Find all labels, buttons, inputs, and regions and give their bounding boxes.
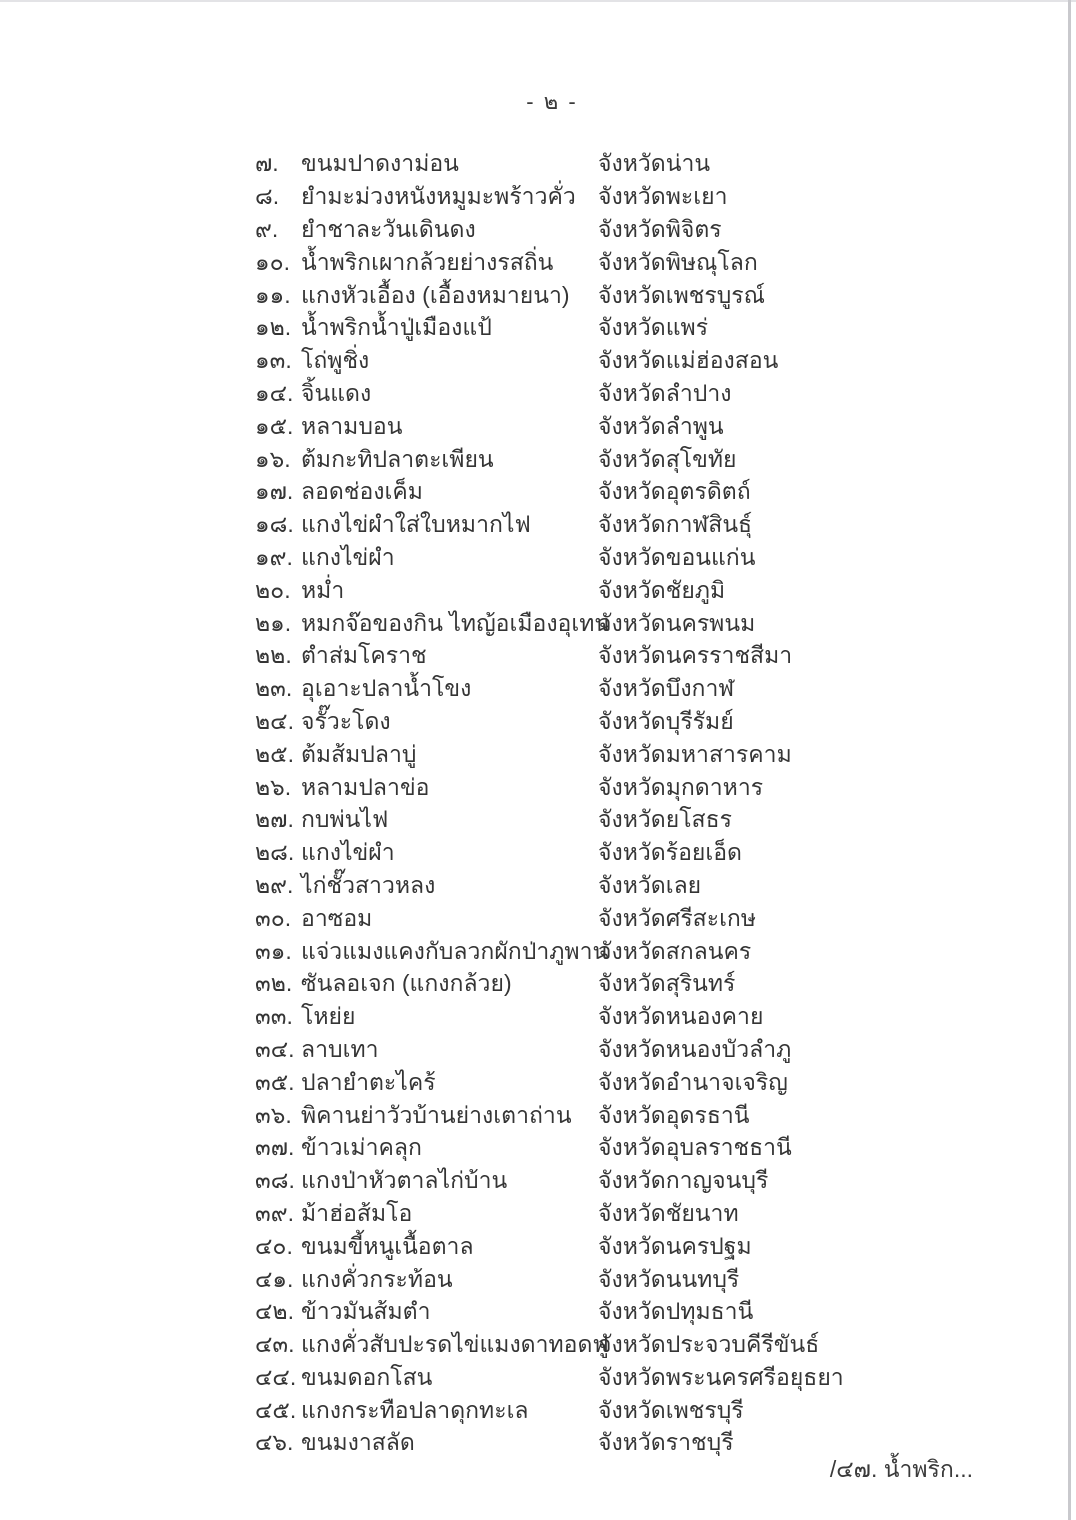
- item-number: ๔๐.: [255, 1232, 293, 1259]
- item-province: จังหวัดอุบลราชธานี: [598, 1134, 792, 1161]
- item-name: ลอดช่องเค็ม: [301, 478, 423, 505]
- item-province: จังหวัดมุกดาหาร: [598, 773, 764, 800]
- item-province: จังหวัดราชบุรี: [598, 1429, 734, 1456]
- item-province: จังหวัดชัยภูมิ: [598, 576, 726, 603]
- item-province: จังหวัดน่าน: [598, 150, 711, 177]
- item-number: ๒๑.: [255, 609, 292, 636]
- list-item: [255, 902, 844, 935]
- list-item: [255, 1198, 844, 1231]
- list-item: [255, 312, 844, 345]
- item-number: ๒๖.: [255, 773, 292, 800]
- item-name: น้ำพริกน้ำปู่เมืองแป้: [301, 314, 492, 341]
- list-item: [255, 1329, 844, 1362]
- list-item: [255, 1230, 844, 1263]
- item-number: ๒๐.: [255, 576, 291, 603]
- item-name: แกงหัวเอื้อง (เอื้องหมายนา): [301, 281, 570, 308]
- item-number: ๒๕.: [255, 740, 294, 767]
- item-name: แกงไข่ผำ: [301, 543, 395, 570]
- item-number: ๓๖.: [255, 1101, 292, 1128]
- item-name: แกงคั่วกระท้อน: [301, 1265, 453, 1292]
- item-number: ๒๒.: [255, 642, 292, 669]
- item-province: จังหวัดแม่ฮ่องสอน: [598, 347, 779, 374]
- item-number: ๓๙.: [255, 1199, 294, 1226]
- item-name: แกงไข่ผำใส่ใบหมากไฟ: [301, 511, 531, 538]
- item-name: ต้มส้มปลาบู่: [301, 740, 417, 767]
- item-province: จังหวัดพระนครศรีอยุธยา: [598, 1363, 844, 1390]
- item-province: จังหวัดลำพูน: [598, 412, 724, 439]
- continuation-note: /๔๗. น้ำพริก...: [829, 1456, 973, 1482]
- list-item: [255, 968, 844, 1001]
- item-number: ๒๓.: [255, 675, 293, 702]
- item-name: อาซอม: [301, 904, 373, 931]
- item-name: โหย่ย: [301, 1003, 356, 1030]
- list-item: [255, 443, 844, 476]
- item-name: หลามบอน: [301, 412, 403, 439]
- item-province: จังหวัดนครราชสีมา: [598, 642, 793, 669]
- page-edge-right: [1068, 0, 1071, 1520]
- item-number: ๔๒.: [255, 1298, 294, 1325]
- list-item: [255, 246, 844, 279]
- list-item: [255, 673, 844, 706]
- item-number: ๑๕.: [255, 412, 294, 439]
- list-item: [255, 1296, 844, 1329]
- item-name: แกงคั่วสับปะรดไข่แมงดาทอดฟู: [301, 1331, 609, 1358]
- item-number: ๓๕.: [255, 1068, 295, 1095]
- item-number: ๑๒.: [255, 314, 292, 341]
- item-number: ๔๑.: [255, 1265, 294, 1292]
- item-province: จังหวัดมหาสารคาม: [598, 740, 792, 767]
- item-number: ๓๘.: [255, 1167, 295, 1194]
- item-name: ยำมะม่วงหนังหมูมะพร้าวคั่ว: [301, 183, 576, 210]
- item-number: ๑๗.: [255, 478, 294, 505]
- item-number: ๓๗.: [255, 1134, 295, 1161]
- item-name: ซันลอเจก (แกงกล้วย): [301, 970, 512, 997]
- item-province: จังหวัดสุรินทร์: [598, 970, 736, 997]
- item-name: แจ่วแมงแคงกับลวกผักป่าภูพาน: [301, 937, 609, 964]
- item-province: จังหวัดอำนาจเจริญ: [598, 1068, 788, 1095]
- item-province: จังหวัดนครปฐม: [598, 1232, 752, 1259]
- item-number: ๒๙.: [255, 871, 294, 898]
- item-number: ๙.: [255, 216, 279, 242]
- item-name: ข้าวมันส้มตำ: [301, 1298, 431, 1325]
- item-province: จังหวัดนนทบุรี: [598, 1265, 740, 1292]
- item-number: ๗.: [255, 150, 279, 177]
- item-name: ไก่ชั๊วสาวหลง: [301, 871, 436, 898]
- item-name: ปลายำตะไคร้: [301, 1068, 436, 1095]
- item-name: หมกจ๊อของกิน ไทญ้อเมืองอุเทน: [301, 609, 611, 636]
- dish-province-list: [255, 148, 844, 1460]
- list-item: [255, 1361, 844, 1394]
- item-province: จังหวัดกาฬสินธุ์: [598, 511, 753, 538]
- list-item: [255, 1263, 844, 1296]
- page-edge-top: [0, 0, 1076, 2]
- item-number: ๔๓.: [255, 1331, 295, 1358]
- item-number: ๒๗.: [255, 806, 294, 833]
- item-name: ลาบเทา: [301, 1035, 379, 1062]
- item-province: จังหวัดนครพนม: [598, 609, 756, 636]
- item-number: ๓๓.: [255, 1003, 293, 1030]
- item-province: จังหวัดขอนแก่น: [598, 543, 756, 570]
- list-item: [255, 1099, 844, 1132]
- list-item: [255, 870, 844, 903]
- item-province: จังหวัดพะเยา: [598, 183, 728, 210]
- list-item: [255, 738, 844, 771]
- item-name: ข้าวเม่าคลุก: [301, 1134, 422, 1161]
- item-number: ๒๔.: [255, 707, 294, 734]
- list-item: [255, 935, 844, 968]
- item-number: ๑๖.: [255, 445, 291, 472]
- item-name: ต้มกะทิปลาตะเพียน: [301, 445, 494, 472]
- item-province: จังหวัดชัยนาท: [598, 1199, 739, 1226]
- item-number: ๘.: [255, 183, 280, 210]
- item-province: จังหวัดอุดรธานี: [598, 1101, 750, 1128]
- page-number: - ๒ -: [526, 89, 578, 114]
- item-province: จังหวัดประจวบคีรีขันธ์: [598, 1331, 820, 1358]
- item-number: ๓๑.: [255, 937, 292, 964]
- item-province: จังหวัดสกลนคร: [598, 937, 752, 964]
- item-province: จังหวัดบึงกาฬ: [598, 675, 735, 702]
- list-item: [255, 345, 844, 378]
- item-number: ๑๘.: [255, 511, 294, 538]
- list-item: [255, 378, 844, 411]
- item-province: จังหวัดยโสธร: [598, 806, 732, 833]
- list-item: [255, 574, 844, 607]
- item-province: จังหวัดเพชรบุรี: [598, 1396, 744, 1423]
- item-province: จังหวัดร้อยเอ็ด: [598, 839, 742, 866]
- item-province: จังหวัดหนองคาย: [598, 1003, 764, 1030]
- list-item: [255, 706, 844, 739]
- item-province: จังหวัดกาญจนบุรี: [598, 1167, 769, 1194]
- item-province: จังหวัดพิษณุโลก: [598, 248, 758, 275]
- item-number: ๑๑.: [255, 281, 291, 308]
- item-number: ๔๕.: [255, 1396, 297, 1423]
- item-number: ๑๐.: [255, 248, 291, 275]
- list-item: [255, 542, 844, 575]
- item-name: หลามปลาข่อ: [301, 773, 430, 800]
- item-province: จังหวัดปทุมธานี: [598, 1298, 754, 1325]
- list-item: [255, 1394, 844, 1427]
- item-name: จิ้นแดง: [301, 379, 372, 406]
- item-province: จังหวัดเลย: [598, 871, 702, 898]
- item-name: หม่ำ: [301, 576, 345, 603]
- item-name: ขนมงาสลัด: [301, 1429, 415, 1456]
- item-name: กบพ่นไฟ: [301, 806, 389, 833]
- item-province: จังหวัดบุรีรัมย์: [598, 707, 734, 734]
- item-province: จังหวัดหนองบัวลำภู: [598, 1035, 792, 1062]
- item-name: ม้าฮ่อส้มโอ: [301, 1199, 413, 1226]
- item-number: ๑๓.: [255, 347, 292, 374]
- item-province: จังหวัดศรีสะเกษ: [598, 904, 757, 931]
- list-item: [255, 1001, 844, 1034]
- list-item: [255, 181, 844, 214]
- item-name: ขนมขี้หนูเนื้อตาล: [301, 1232, 474, 1259]
- item-number: ๔๔.: [255, 1363, 297, 1390]
- list-item: [255, 837, 844, 870]
- list-item: [255, 1165, 844, 1198]
- item-name: ตำส่มโคราช: [301, 642, 427, 669]
- list-item: [255, 476, 844, 509]
- item-number: ๓๒.: [255, 970, 293, 997]
- item-province: จังหวัดลำปาง: [598, 379, 732, 406]
- item-name: โถ่พูชิ่ง: [301, 347, 370, 374]
- list-item: [255, 148, 844, 181]
- item-number: ๑๔.: [255, 379, 294, 406]
- list-item: [255, 607, 844, 640]
- list-item: [255, 279, 844, 312]
- list-item: [255, 640, 844, 673]
- item-name: แกงไข่ผำ: [301, 839, 395, 866]
- item-number: ๓๔.: [255, 1035, 295, 1062]
- item-number: ๔๖.: [255, 1429, 294, 1456]
- item-province: จังหวัดอุตรดิตถ์: [598, 478, 751, 505]
- item-name: พิคานย่าวัวบ้านย่างเตาถ่าน: [301, 1101, 572, 1128]
- item-name: ขนมดอกโสน: [301, 1363, 433, 1390]
- item-name: แกงป่าหัวตาลไก่บ้าน: [301, 1167, 508, 1194]
- list-item: [255, 771, 844, 804]
- list-item: [255, 410, 844, 443]
- item-number: ๓๐.: [255, 904, 292, 931]
- list-item: [255, 509, 844, 542]
- item-province: จังหวัดแพร่: [598, 314, 709, 341]
- item-name: จรั๊วะโดง: [301, 707, 391, 734]
- item-name: ขนมปาดงาม่อน: [301, 150, 459, 177]
- item-province: จังหวัดพิจิตร: [598, 216, 722, 242]
- item-number: ๒๘.: [255, 839, 295, 866]
- list-item: [255, 804, 844, 837]
- list-item: [255, 1034, 844, 1067]
- item-name: น้ำพริกเผากล้วยย่างรสถิ่น: [301, 248, 554, 275]
- list-item: [255, 214, 844, 247]
- list-item: [255, 1066, 844, 1099]
- item-province: จังหวัดสุโขทัย: [598, 445, 737, 472]
- item-name: อุเอาะปลาน้ำโขง: [301, 675, 472, 702]
- list-item: [255, 1132, 844, 1165]
- item-name: ยำชาละวันเดินดง: [301, 216, 476, 242]
- item-province: จังหวัดเพชรบูรณ์: [598, 281, 765, 308]
- list-item: [255, 1427, 844, 1460]
- item-name: แกงกระทือปลาดุกทะเล: [301, 1396, 529, 1423]
- item-number: ๑๙.: [255, 543, 293, 570]
